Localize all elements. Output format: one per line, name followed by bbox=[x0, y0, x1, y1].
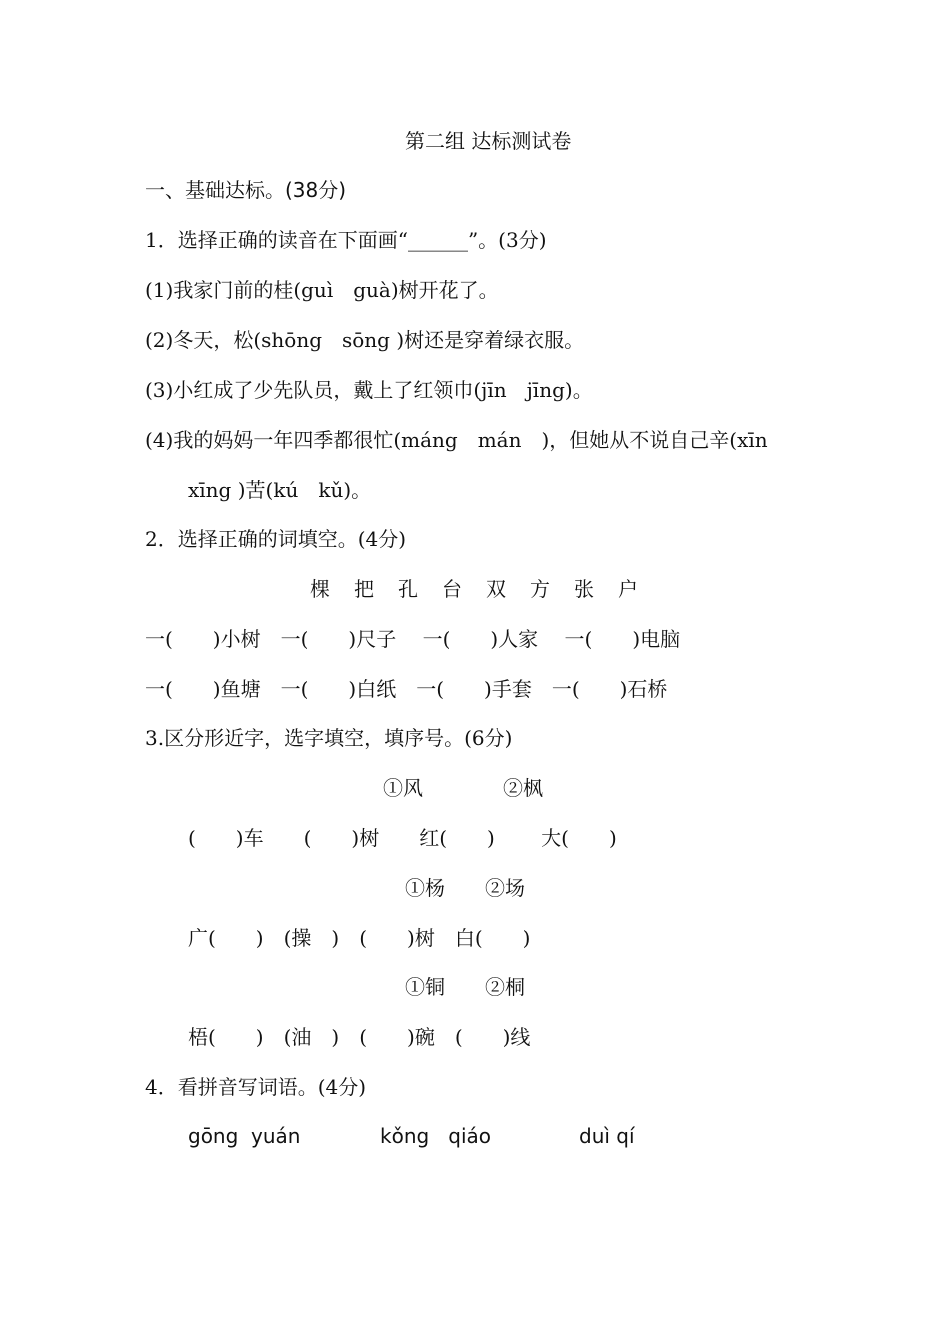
question-1-heading: 1．选择正确的读音在下面画“______”。(3分) bbox=[145, 228, 547, 252]
question-3-group-1-row: ( )车 ( )树 红( ) 大( ) bbox=[188, 826, 617, 850]
question-1-item-4: (4)我的妈妈一年四季都很忙(máng mán )，但她从不说自己辛(xīn bbox=[145, 428, 768, 452]
question-4-heading: 4．看拼音写词语。(4分) bbox=[145, 1075, 367, 1099]
question-2-word-choices: 棵 把 孔 台 双 方 张 户 bbox=[310, 577, 640, 601]
question-1-item-2: (2)冬天，松(shōng sōng )树还是穿着绿衣服。 bbox=[145, 328, 585, 352]
page-title: 第二组 达标测试卷 bbox=[405, 129, 572, 153]
section-heading-basics: 一、基础达标。(38分) bbox=[145, 178, 347, 202]
question-4-pinyin-2: kǒng qiáo bbox=[380, 1124, 492, 1148]
question-4-pinyin-3: duì qí bbox=[579, 1124, 635, 1148]
question-3-group-2-row: 广( ) (操 ) ( )树 白( ) bbox=[188, 926, 531, 950]
question-2-row-2: 一( )鱼塘 一( )白纸 一( )手套 一( )石桥 bbox=[145, 677, 668, 701]
question-3-group-3-row: 梧( ) (油 ) ( )碗 ( )线 bbox=[188, 1025, 531, 1049]
question-1-item-1: (1)我家门前的桂(guì guà)树开花了。 bbox=[145, 278, 499, 302]
question-4-pinyin-1: gōng yuán bbox=[188, 1124, 301, 1148]
question-3-group-1-options: ①风 ②枫 bbox=[383, 776, 543, 800]
question-3-group-3-options: ①铜 ②桐 bbox=[405, 975, 525, 999]
question-3-group-2-options: ①杨 ②场 bbox=[405, 876, 525, 900]
question-1-item-3: (3)小红成了少先队员，戴上了红领巾(jīn jīng)。 bbox=[145, 378, 593, 402]
question-1-item-4-continued: xīng )苦(kú kǔ)。 bbox=[188, 478, 372, 502]
question-3-heading: 3.区分形近字，选字填空，填序号。(6分) bbox=[145, 726, 513, 750]
question-2-row-1: 一( )小树 一( )尺子 一( )人家 一( )电脑 bbox=[145, 627, 681, 651]
question-2-heading: 2．选择正确的词填空。(4分) bbox=[145, 527, 407, 551]
